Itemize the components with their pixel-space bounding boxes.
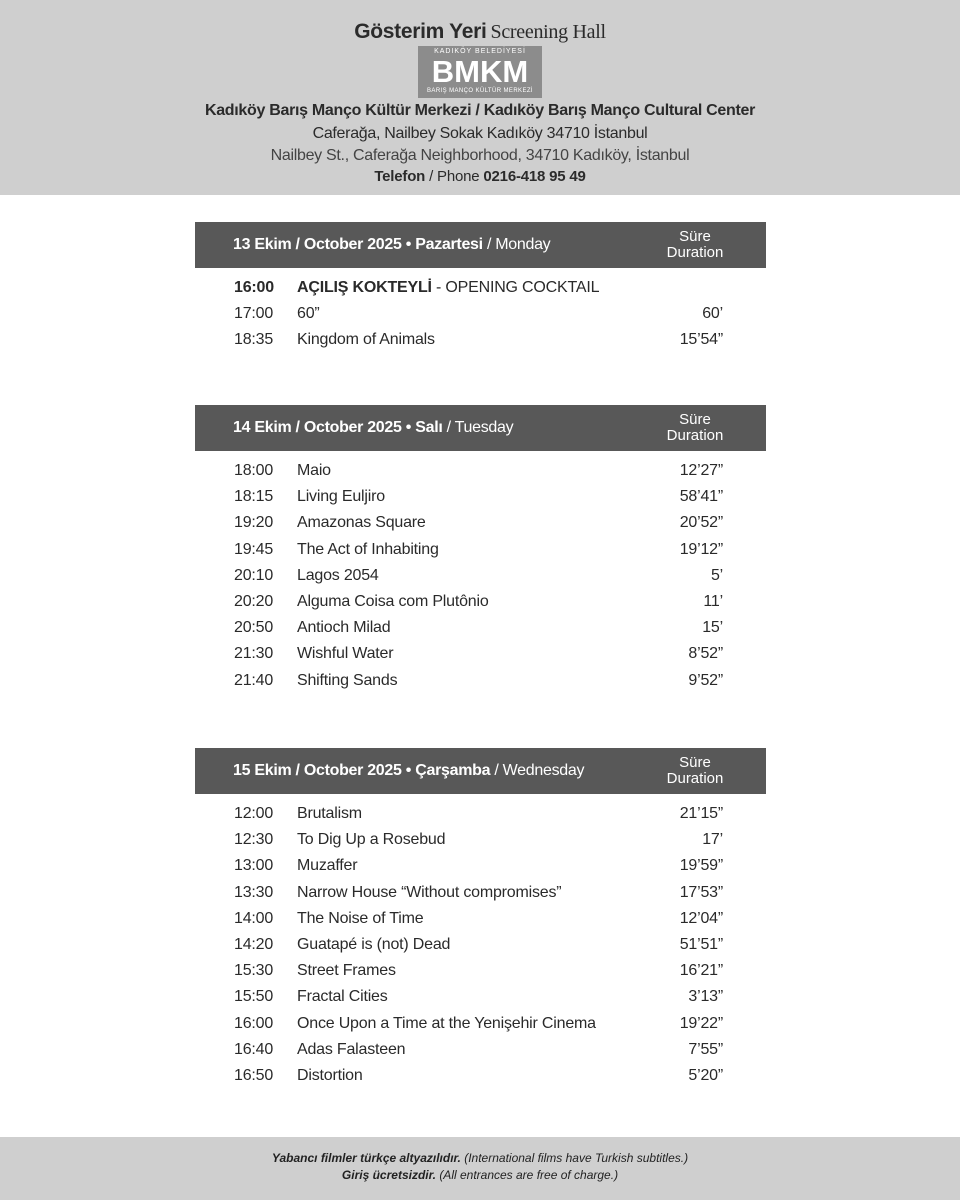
screening-duration: 19’59”	[679, 857, 723, 875]
screening-title: Street Frames	[297, 962, 396, 980]
screening-row	[195, 669, 766, 695]
day-block-tuesday	[195, 405, 766, 695]
screening-row	[195, 564, 766, 590]
screening-row	[195, 854, 766, 880]
screening-duration: 7’55”	[688, 1040, 723, 1058]
screening-time: 18:35	[234, 331, 274, 349]
screening-duration: 5’	[710, 566, 723, 584]
screening-time: 21:40	[234, 671, 274, 689]
screening-row	[195, 802, 766, 828]
screening-time: 13:00	[234, 857, 274, 875]
screening-duration: 15’54”	[679, 331, 723, 349]
free-entry-note	[0, 1168, 960, 1182]
screening-list	[195, 802, 766, 1090]
screening-time: 14:00	[234, 909, 274, 927]
duration-header	[655, 755, 735, 787]
duration-header	[655, 229, 735, 261]
screening-duration: 17’53”	[679, 883, 723, 901]
screening-title: Wishful Water	[297, 645, 394, 663]
day-block-wednesday	[195, 748, 766, 1090]
screening-time: 12:00	[234, 805, 274, 822]
phone-label-en: / Phone	[429, 168, 480, 185]
screening-title: Shifting Sands	[297, 671, 398, 689]
screening-duration: 16’21”	[679, 962, 723, 980]
free-entry-note-tr: Giriş ücretsizdir.	[341, 1168, 436, 1182]
screening-hall-label-tr: Gösterim Yeri	[354, 20, 487, 43]
day-date: 15 Ekim / October 2025	[233, 762, 402, 779]
screening-time: 20:20	[234, 592, 274, 610]
duration-label-en: Duration	[666, 244, 724, 261]
screening-time: 15:30	[234, 962, 274, 980]
screening-row	[195, 459, 766, 485]
screening-title: Narrow House “Without compromises”	[297, 883, 562, 901]
venue-name: Kadıköy Barış Manço Kültür Merkezi / Kadıköy Barış Manço Cultural Center	[204, 102, 756, 119]
screening-title: To Dig Up a Rosebud	[297, 831, 446, 849]
screening-duration: 3’13”	[688, 988, 723, 1006]
screening-row	[195, 616, 766, 642]
free-entry-note-en: (All entrances are free of charge.)	[439, 1168, 619, 1182]
venue-header	[0, 0, 960, 195]
day-weekday-tr: Çarşamba	[415, 762, 491, 779]
screening-title: Living Euljiro	[297, 488, 385, 506]
screening-row	[195, 328, 766, 354]
screening-title: Fractal Cities	[297, 988, 388, 1006]
screening-time: 19:20	[234, 514, 274, 532]
screening-time: 19:45	[234, 540, 274, 558]
venue-address-tr: Caferağa, Nailbey Sokak Kadıköy 34710 İstanbul	[312, 125, 648, 142]
screening-list	[195, 459, 766, 695]
screening-title: Adas Falasteen	[297, 1040, 406, 1058]
day-header	[195, 222, 766, 268]
screening-time: 16:00	[234, 279, 274, 296]
screening-time: 13:30	[234, 883, 274, 901]
duration-label-tr: Süre	[679, 754, 711, 771]
screening-title: Distortion	[297, 1066, 363, 1084]
screening-row	[195, 511, 766, 537]
screening-time: 21:30	[234, 645, 274, 663]
screening-duration: 17’	[702, 831, 723, 849]
logo-top-text: KADIKÖY BELEDİYESİ	[434, 48, 526, 55]
screening-row	[195, 907, 766, 933]
screening-title: 60”	[297, 305, 320, 323]
screening-duration: 5’20”	[688, 1066, 723, 1084]
day-weekday-en: / Tuesday	[446, 419, 514, 436]
screening-list	[195, 276, 766, 355]
screening-row	[195, 959, 766, 985]
screening-row	[195, 590, 766, 616]
phone-number: 0216-418 95 49	[483, 168, 586, 185]
screening-time: 16:50	[234, 1066, 274, 1084]
phone-label-tr: Telefon	[374, 168, 426, 185]
screening-time: 15:50	[234, 988, 274, 1006]
screening-duration: 9’52”	[688, 671, 723, 689]
screening-title: Brutalism	[297, 805, 362, 822]
screening-duration: 19’22”	[679, 1014, 723, 1032]
screening-title: Lagos 2054	[297, 566, 379, 584]
screening-row	[195, 933, 766, 959]
day-date: 13 Ekim / October 2025	[233, 236, 402, 253]
screening-time: 14:20	[234, 935, 274, 953]
screening-row	[195, 538, 766, 564]
subtitle-note-en: (International films have Turkish subtitles.)	[464, 1151, 689, 1165]
screening-title: Once Upon a Time at the Yenişehir Cinema	[297, 1014, 596, 1032]
duration-header	[655, 412, 735, 444]
duration-label-en: Duration	[666, 770, 724, 787]
screening-row	[195, 828, 766, 854]
screening-duration: 21’15”	[679, 805, 723, 822]
screening-title: The Noise of Time	[297, 909, 424, 927]
screening-time: 20:50	[234, 619, 274, 637]
day-weekday-en: / Wednesday	[494, 762, 585, 779]
day-label: 13 Ekim / October 2025 • Pazartesi / Monday	[233, 236, 551, 253]
screening-row	[195, 881, 766, 907]
screening-row	[195, 485, 766, 511]
screening-duration: 20’52”	[679, 514, 723, 532]
screening-title: Alguma Coisa com Plutônio	[297, 592, 489, 610]
screening-time: 16:40	[234, 1040, 274, 1058]
day-header	[195, 748, 766, 794]
logo-main-text: BMKM	[431, 54, 529, 89]
screening-title: The Act of Inhabiting	[297, 540, 439, 558]
day-block-monday	[195, 222, 766, 355]
day-header	[195, 405, 766, 451]
screening-hall-title	[0, 20, 960, 44]
day-label: 14 Ekim / October 2025 • Salı / Tuesday	[233, 419, 514, 436]
screening-row	[195, 302, 766, 328]
duration-label-tr: Süre	[679, 228, 711, 245]
screening-time: 18:15	[234, 488, 274, 506]
screening-time: 12:30	[234, 831, 274, 849]
screening-duration: 11’	[703, 592, 723, 610]
screening-row	[195, 1064, 766, 1090]
screening-title: Amazonas Square	[297, 514, 426, 532]
screening-duration: 58’41”	[679, 488, 723, 506]
screening-duration: 51’51”	[679, 935, 723, 953]
screening-row	[195, 276, 766, 302]
venue-phone	[0, 168, 960, 185]
screening-title: Antioch Milad	[297, 619, 391, 637]
screening-row	[195, 985, 766, 1011]
screening-duration: 60’	[702, 305, 723, 323]
screening-time: 18:00	[234, 462, 274, 479]
screening-duration: 12’27”	[679, 462, 723, 479]
screening-duration: 15’	[702, 619, 723, 637]
screening-row	[195, 642, 766, 668]
screening-title: Muzaffer	[297, 857, 358, 875]
screening-duration: 12’04”	[679, 909, 723, 927]
screening-title: Kingdom of Animals	[297, 331, 435, 349]
screening-time: 20:10	[234, 566, 274, 584]
subtitle-note	[0, 1151, 960, 1165]
screening-row	[195, 1012, 766, 1038]
screening-title: Guatapé is (not) Dead	[297, 935, 451, 953]
duration-label-en: Duration	[666, 427, 724, 444]
screening-time: 16:00	[234, 1014, 274, 1032]
day-weekday-en: / Monday	[486, 236, 551, 253]
day-label: 15 Ekim / October 2025 • Çarşamba / Wednesday	[233, 762, 585, 779]
screening-row	[195, 1038, 766, 1064]
day-weekday-tr: Salı	[415, 419, 443, 436]
day-date: 14 Ekim / October 2025	[233, 419, 402, 436]
screening-hall-label-en: Screening Hall	[490, 21, 606, 43]
screening-duration: 19’12”	[679, 540, 723, 558]
screening-duration: 8’52”	[688, 645, 723, 663]
logo-bottom-text: BARIŞ MANÇO KÜLTÜR MERKEZİ	[427, 88, 533, 94]
screening-title: Maio	[297, 462, 331, 479]
screening-time: 17:00	[234, 305, 274, 323]
venue-address-en: Nailbey St., Caferağa Neighborhood, 34710 Kadıköy, İstanbul	[270, 147, 690, 164]
screening-title: AÇILIŞ KOKTEYLİ - OPENING COCKTAIL	[297, 279, 600, 296]
subtitle-note-tr: Yabancı filmler türkçe altyazılıdır.	[271, 1151, 461, 1165]
footer-notes	[0, 1137, 960, 1200]
duration-label-tr: Süre	[679, 411, 711, 428]
bmkm-logo	[418, 46, 542, 98]
day-weekday-tr: Pazartesi	[415, 236, 483, 253]
